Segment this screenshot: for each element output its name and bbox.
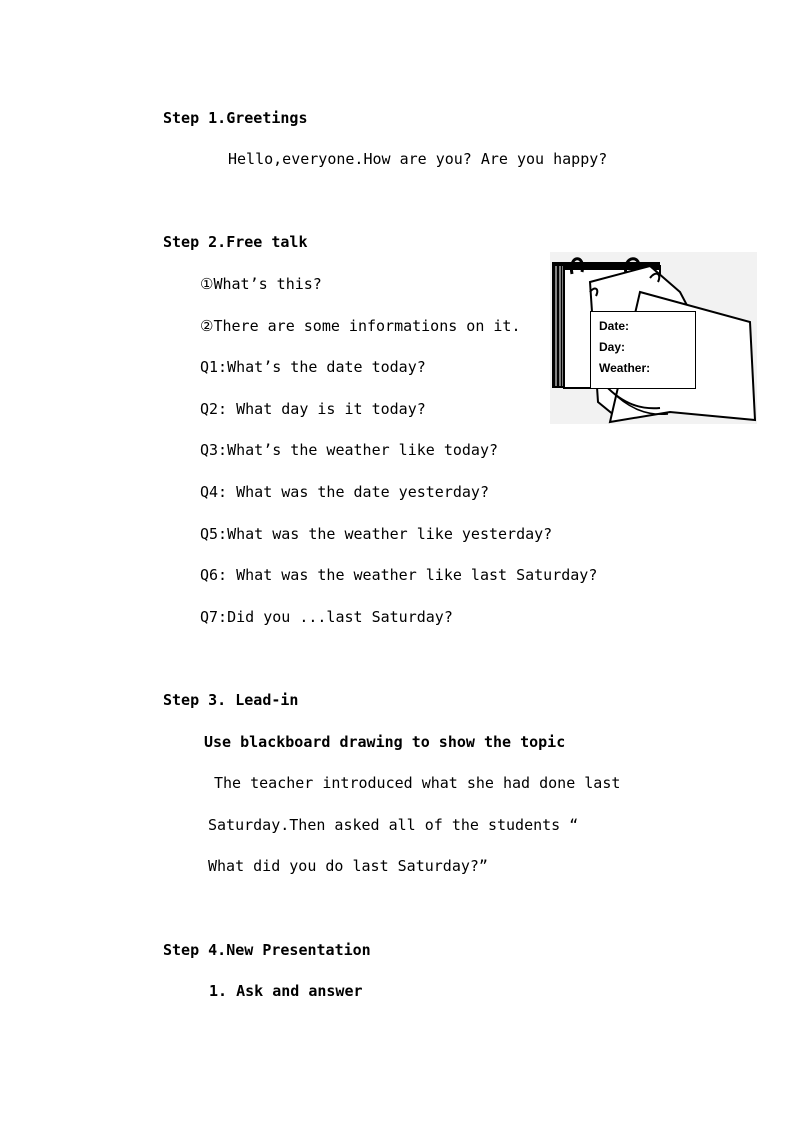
step4-item-ask-answer: 1. Ask and answer — [209, 982, 363, 1000]
step3-heading: Step 3. Lead-in — [163, 691, 299, 709]
free-talk-question: Q7:Did you ...last Saturday? — [200, 608, 453, 626]
calendar-weather-label: Weather: — [599, 361, 651, 375]
calendar-date-label: Date: — [599, 319, 630, 333]
free-talk-question: Q1:What’s the date today? — [200, 358, 426, 376]
free-talk-question: Q5:What was the weather like yesterday? — [200, 525, 553, 543]
free-talk-question: Q3:What’s the weather like today? — [200, 441, 499, 459]
greeting-text: Hello,everyone.How are you? Are you happy? — [228, 150, 608, 168]
free-talk-question: Q6: What was the weather like last Saturday? — [200, 566, 598, 584]
step3-subheading: Use blackboard drawing to show the topic — [204, 733, 566, 751]
free-talk-line: ②There are some informations on it. — [200, 317, 521, 335]
calendar-day-label: Day: — [599, 340, 626, 354]
step2-heading: Step 2.Free talk — [163, 233, 308, 251]
free-talk-question: Q4: What was the date yesterday? — [200, 483, 489, 501]
lead-in-text: The teacher introduced what she had done last — [214, 774, 621, 792]
lead-in-text: Saturday.Then asked all of the students “ — [208, 816, 579, 834]
step4-heading: Step 4.New Presentation — [163, 941, 371, 959]
calendar-illustration — [550, 252, 757, 424]
free-talk-line: ①What’s this? — [200, 275, 322, 293]
free-talk-question: Q2: What day is it today? — [200, 400, 426, 418]
lead-in-text: What did you do last Saturday?” — [208, 857, 488, 875]
step1-heading: Step 1.Greetings — [163, 109, 308, 127]
calendar-info-box — [590, 311, 696, 389]
